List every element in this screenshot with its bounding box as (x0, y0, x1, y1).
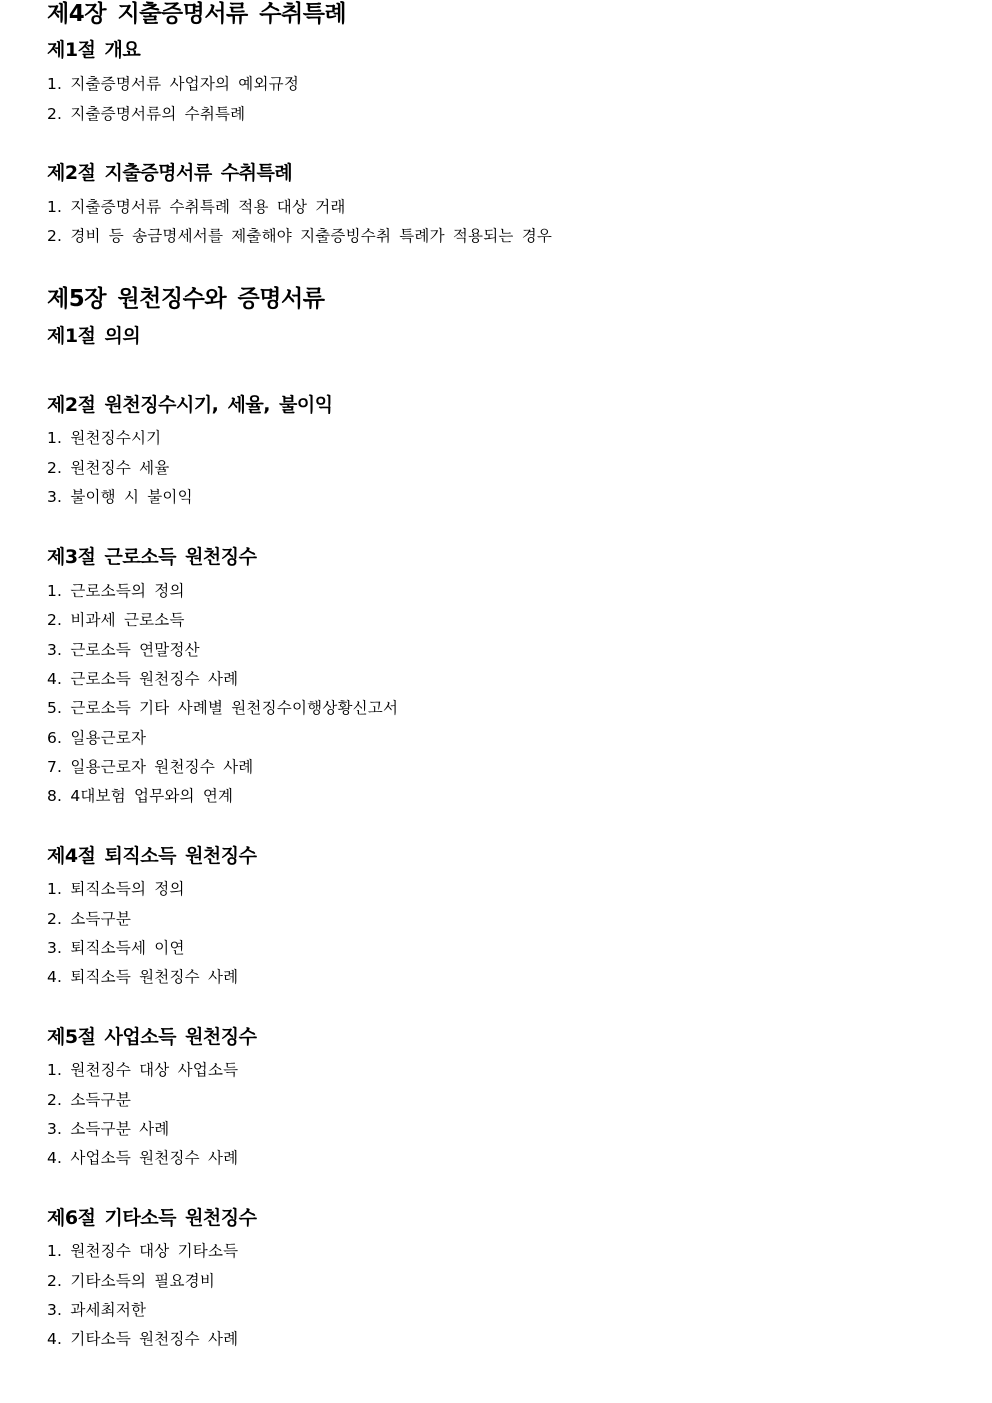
list-item: 3. 과세최저한 (47, 1301, 147, 1319)
list-item: 4. 퇴직소득 원천징수 사례 (47, 968, 239, 986)
list-item: 4. 사업소득 원천징수 사례 (47, 1149, 239, 1167)
list-item: 1. 원천징수 대상 기타소득 (47, 1242, 239, 1260)
section-title: 제4절 퇴직소득 원천징수 (47, 845, 257, 867)
list-item: 6. 일용근로자 (47, 729, 147, 747)
section-title: 제1절 의의 (47, 325, 141, 347)
list-item: 4. 기타소득 원천징수 사례 (47, 1330, 239, 1348)
list-item: 2. 비과세 근로소득 (47, 611, 185, 629)
list-item: 1. 근로소득의 정의 (47, 582, 185, 600)
chapter-title: 제5장 원천징수와 증명서류 (47, 286, 325, 312)
list-item: 2. 기타소득의 필요경비 (47, 1272, 216, 1290)
list-item: 3. 소득구분 사례 (47, 1120, 170, 1138)
list-item: 5. 근로소득 기타 사례별 원천징수이행상황신고서 (47, 699, 399, 717)
list-item: 1. 퇴직소득의 정의 (47, 880, 185, 898)
list-item: 3. 근로소득 연말정산 (47, 641, 200, 659)
list-item: 1. 원천징수시기 (47, 429, 162, 447)
list-item: 2. 지출증명서류의 수취특례 (47, 105, 246, 123)
list-item: 1. 지출증명서류 사업자의 예외규정 (47, 75, 299, 93)
list-item: 3. 불이행 시 불이익 (47, 488, 193, 506)
list-item: 4. 근로소득 원천징수 사례 (47, 670, 239, 688)
list-item: 2. 소득구분 (47, 910, 132, 928)
section-title: 제1절 개요 (47, 39, 141, 61)
list-item: 2. 경비 등 송금명세서를 제출해야 지출증빙수취 특례가 적용되는 경우 (47, 227, 553, 245)
list-item: 7. 일용근로자 원천징수 사례 (47, 758, 254, 776)
section-title: 제2절 원천징수시기, 세율, 불이익 (47, 394, 333, 416)
list-item: 8. 4대보험 업무와의 연계 (47, 787, 234, 805)
section-title: 제5절 사업소득 원천징수 (47, 1026, 257, 1048)
list-item: 2. 소득구분 (47, 1091, 132, 1109)
list-item: 3. 퇴직소득세 이연 (47, 939, 185, 957)
list-item: 2. 원천징수 세율 (47, 459, 170, 477)
list-item: 1. 원천징수 대상 사업소득 (47, 1061, 239, 1079)
section-title: 제6절 기타소득 원천징수 (47, 1207, 257, 1229)
list-item: 1. 지출증명서류 수취특례 적용 대상 거래 (47, 198, 346, 216)
chapter-title: 제4장 지출증명서류 수취특례 (47, 1, 347, 27)
section-title: 제3절 근로소득 원천징수 (47, 546, 257, 568)
section-title: 제2절 지출증명서류 수취특례 (47, 162, 293, 184)
